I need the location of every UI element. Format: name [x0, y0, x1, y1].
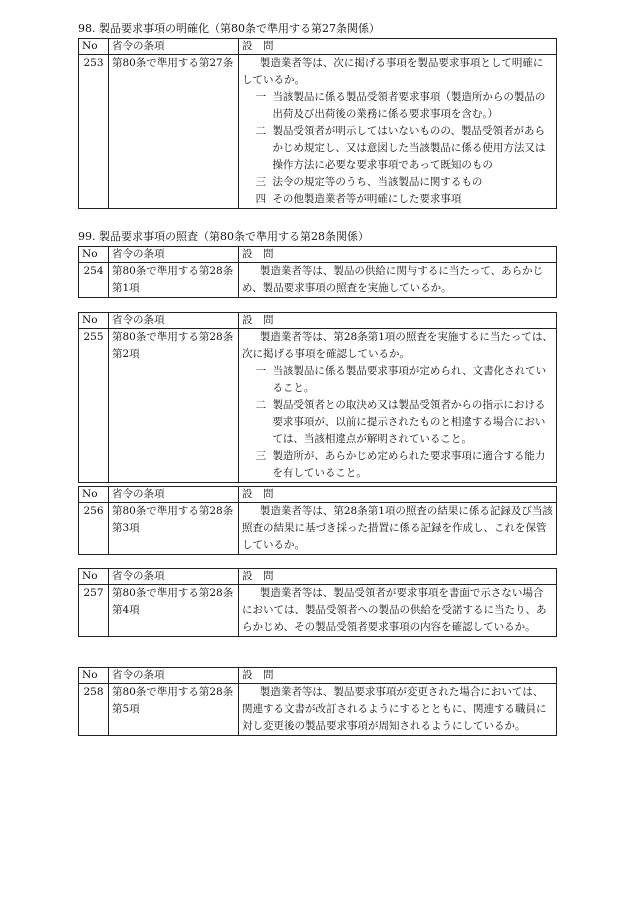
item-text: 製品受領者との取決め又は製品受領者からの指示における要求事項が、以前に提示されたものと相違する場合においては、当該相違点が解明されていること。 — [272, 399, 546, 445]
question-table-255 — [78, 312, 557, 483]
article-reference: 第80条で準用する第27条 — [109, 55, 239, 209]
header-no: No — [79, 39, 109, 55]
header-no: No — [79, 668, 109, 684]
question-table-258 — [78, 667, 557, 736]
item-text: 製品受領者が明示してはいないものの、製品受領者があらかじめ規定し、又は意図した当該製品に係る使用方法又は操作方法に必要な要求事項であって既知のもの — [272, 125, 546, 171]
table-row — [79, 684, 557, 736]
article-reference: 第80条で準用する第28条第2項 — [109, 329, 239, 483]
question-item-3 — [242, 448, 553, 482]
item-number: 二 — [255, 399, 267, 411]
table-header-row — [79, 39, 557, 55]
table-row — [79, 585, 557, 637]
question-table-254 — [78, 246, 557, 298]
question-table-256 — [78, 486, 557, 555]
table-row — [79, 503, 557, 555]
item-number: 三 — [255, 450, 267, 462]
table-header-row — [79, 313, 557, 329]
question-lead: 製造業者等は、第28条第1項の照査の結果に係る記録及び当該照査の結果に基づき採った措置に係る記録を作成し、これを保管しているか。 — [242, 505, 553, 551]
item-text: その他製造業者等が明確にした要求事項 — [272, 193, 462, 205]
section-title-98: 98. 製品要求事項の明確化（第80条で準用する第27条関係） — [78, 22, 380, 35]
question-lead: 製造業者等は、次に掲げる事項を製品要求事項として明確にしているか。 — [242, 57, 544, 86]
header-article: 省令の条項 — [109, 569, 239, 585]
question-number: 253 — [79, 55, 109, 209]
header-no: No — [79, 313, 109, 329]
question-lead: 製造業者等は、製品受領者が要求事項を書面で示さない場合においては、製品受領者への製品の供給を受諾するに当たり、あらかじめ、その製品受領者要求事項の内容を確認しているか。 — [242, 587, 547, 633]
question-item-4 — [242, 191, 553, 208]
question-text — [239, 329, 557, 483]
question-lead: 製造業者等は、製品要求事項が変更された場合においては、関連する文書が改訂されるようにするとともに、関連する職員に対し変更後の製品要求事項が周知されるようにしているか。 — [242, 686, 547, 732]
header-article: 省令の条項 — [109, 487, 239, 503]
question-table-253 — [78, 38, 557, 209]
question-text — [239, 55, 557, 209]
question-lead: 製造業者等は、第28条第1項の照査を実施するに当たっては、次に掲げる事項を確認しているか。 — [242, 331, 553, 360]
item-number: 一 — [255, 365, 267, 377]
question-text — [239, 585, 557, 637]
header-no: No — [79, 247, 109, 263]
header-article: 省令の条項 — [109, 39, 239, 55]
header-article: 省令の条項 — [109, 247, 239, 263]
item-text: 製造所が、あらかじめ定められた要求事項に適合する能力を有していること。 — [272, 450, 546, 479]
question-number: 256 — [79, 503, 109, 555]
question-number: 255 — [79, 329, 109, 483]
question-item-1 — [242, 363, 553, 397]
section-title-99: 99. 製品要求事項の照査（第80条で準用する第28条関係） — [78, 230, 369, 243]
item-number: 四 — [255, 193, 267, 205]
item-text: 法令の規定等のうち、当該製品に関するもの — [272, 176, 483, 188]
question-item-2 — [242, 397, 553, 448]
question-item-3 — [242, 174, 553, 191]
header-question: 設 問 — [239, 487, 557, 503]
question-number: 257 — [79, 585, 109, 637]
header-no: No — [79, 569, 109, 585]
question-text — [239, 684, 557, 736]
question-item-2 — [242, 123, 553, 174]
question-number: 258 — [79, 684, 109, 736]
header-no: No — [79, 487, 109, 503]
item-text: 当該製品に係る製品要求事項が定められ、文書化されていること。 — [272, 365, 547, 394]
article-reference: 第80条で準用する第28条第4項 — [109, 585, 239, 637]
item-number: 二 — [255, 125, 267, 137]
article-reference: 第80条で準用する第28条第5項 — [109, 684, 239, 736]
item-text: 当該製品に係る製品受領者要求事項（製造所からの製品の出荷及び出荷後の業務に係る要求事項を含む。） — [272, 91, 546, 120]
header-question: 設 問 — [239, 247, 557, 263]
article-reference: 第80条で準用する第28条第3項 — [109, 503, 239, 555]
item-number: 一 — [255, 91, 267, 103]
table-row — [79, 55, 557, 209]
header-article: 省令の条項 — [109, 313, 239, 329]
table-header-row — [79, 247, 557, 263]
table-row — [79, 329, 557, 483]
article-reference: 第80条で準用する第28条第1項 — [109, 263, 239, 298]
header-question: 設 問 — [239, 39, 557, 55]
header-question: 設 問 — [239, 313, 557, 329]
item-number: 三 — [255, 176, 267, 188]
question-item-1 — [242, 89, 553, 123]
question-text — [239, 503, 557, 555]
table-header-row — [79, 487, 557, 503]
header-question: 設 問 — [239, 569, 557, 585]
question-table-257 — [78, 568, 557, 637]
question-lead: 製造業者等は、製品の供給に関与するに当たって、あらかじめ、製品要求事項の照査を実施しているか。 — [242, 265, 544, 294]
header-article: 省令の条項 — [109, 668, 239, 684]
table-row — [79, 263, 557, 298]
table-header-row — [79, 569, 557, 585]
question-text — [239, 263, 557, 298]
question-number: 254 — [79, 263, 109, 298]
header-question: 設 問 — [239, 668, 557, 684]
table-header-row — [79, 668, 557, 684]
